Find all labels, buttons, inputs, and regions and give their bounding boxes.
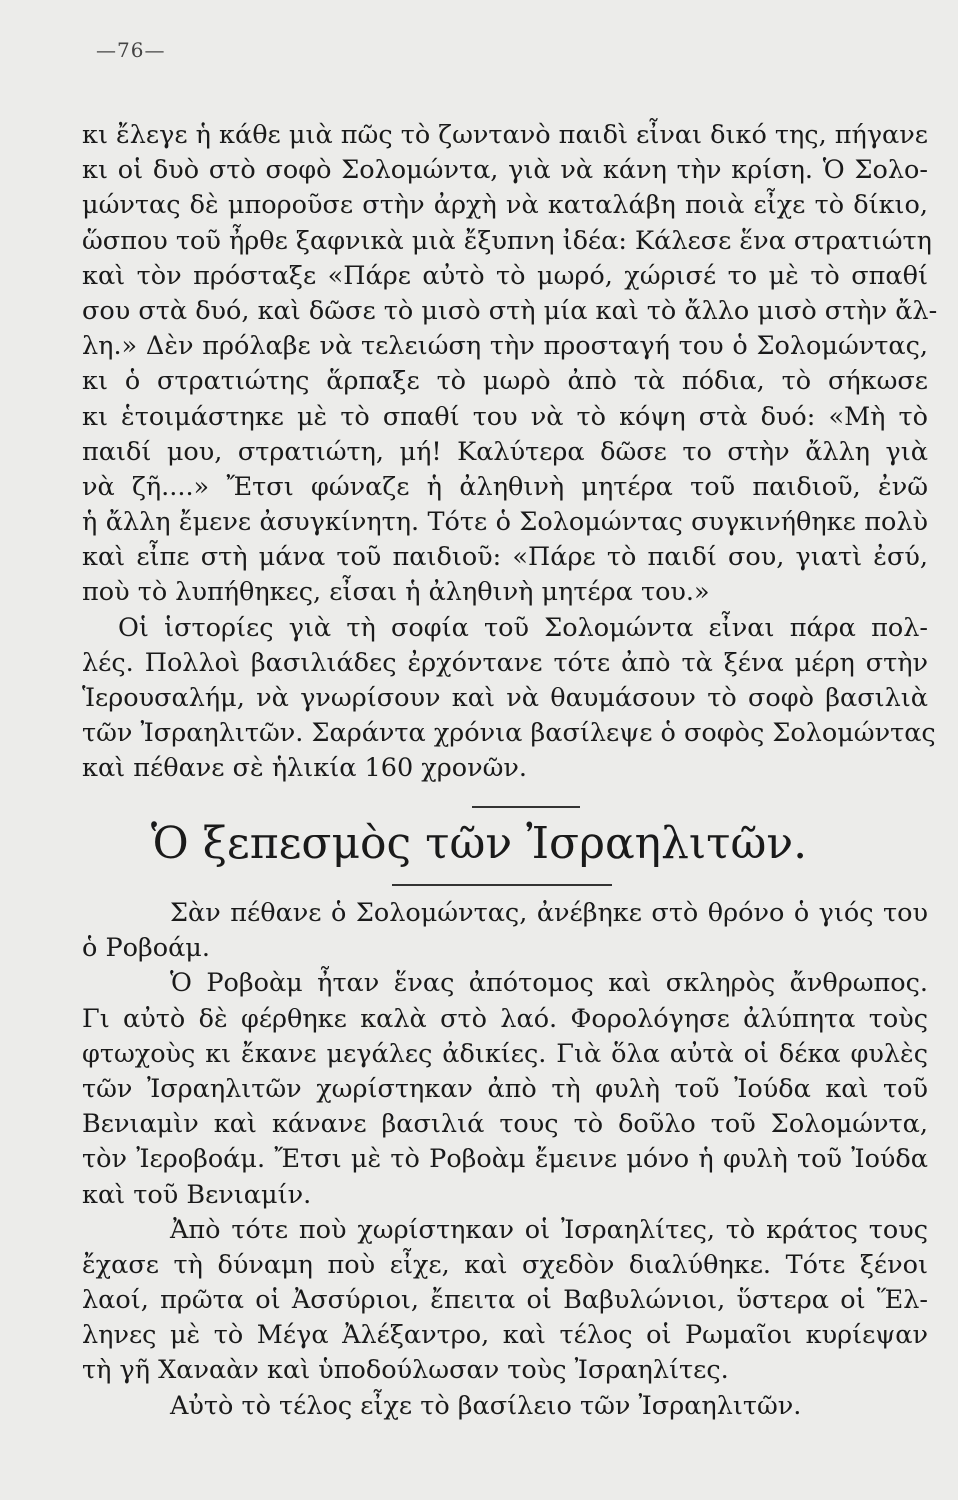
text-line: ἔχασε τὴ δύναμη ποὺ εἶχε, καὶ σχεδὸν διαλύθηκε. Τότε ξένοι (82, 1249, 928, 1280)
text-line: τῶν Ἰσραηλιτῶν χωρίστηκαν ἀπὸ τὴ φυλὴ τοῦ Ἰούδα καὶ τοῦ (82, 1073, 928, 1104)
text-line: τῶν Ἰσραηλιτῶν. Σαράντα χρόνια βασίλεψε ὁ σοφὸς Σολομώντας (82, 718, 936, 749)
text-line: καὶ τοῦ Βενιαμίν. (82, 1179, 312, 1210)
text-line: νὰ ζῆ....» Ἔτσι φώναζε ἡ ἀληθινὴ μητέρα τοῦ παιδιοῦ, ἐνῶ (82, 471, 928, 502)
text-line: Γι αὐτὸ δὲ φέρθηκε καλὰ στὸ λαό. Φορολόγησε ἀλύπητα τοὺς (82, 1003, 928, 1034)
text-line: λές. Πολλοὶ βασιλιάδες ἐρχόντανε τότε ἀπὸ τὰ ξένα μέρη στὴν (82, 647, 928, 678)
text-line: κι ἑτοιμάστηκε μὲ τὸ σπαθί του νὰ τὸ κόψη στὰ δυό: «Μὴ τὸ (82, 401, 928, 432)
text-block-lower (82, 896, 928, 1424)
text-line: καὶ εἶπε στὴ μάνα τοῦ παιδιοῦ: «Πάρε τὸ παιδί σου, γιατὶ ἐσύ, (82, 542, 928, 573)
text-line: κι ἔλεγε ἡ κάθε μιὰ πῶς τὸ ζωντανὸ παιδὶ εἶναι δικό της, πήγανε (82, 120, 928, 150)
text-line: Ἱερουσαλήμ, νὰ γνωρίσουν καὶ νὰ θαυμάσουν τὸ σοφὸ βασιλιὰ (82, 683, 928, 713)
text-line: μώντας δὲ μποροῦσε στὴν ἀρχὴ νὰ καταλάβη ποιὰ εἶχε τὸ δίκιο, (82, 190, 928, 221)
section-title: Ὁ ξεπεσμὸς τῶν Ἰσραηλιτῶν. (150, 818, 808, 869)
text-line: ποὺ τὸ λυπήθηκες, εἶσαι ἡ ἀληθινὴ μητέρα του.» (82, 577, 710, 608)
section-divider-bottom (392, 884, 612, 886)
text-line: τὸν Ἰεροβοάμ. Ἔτσι μὲ τὸ Ροβοὰμ ἔμεινε μόνο ἡ φυλὴ τοῦ Ἰούδα (82, 1144, 928, 1175)
text-line: φτωχοὺς κι ἔκανε μεγάλες ἀδικίες. Γιὰ ὅλα αὐτὰ οἱ δέκα φυλὲς (82, 1038, 928, 1069)
text-line: Αὐτὸ τὸ τέλος εἶχε τὸ βασίλειο τῶν Ἰσραηλιτῶν. (170, 1390, 802, 1421)
text-line: ἡ ἄλλη ἔμενε ἀσυγκίνητη. Τότε ὁ Σολομώντας συγκινήθηκε πολὺ (82, 507, 928, 538)
section-divider-top (472, 806, 580, 808)
text-block-upper (82, 118, 938, 787)
text-line: Βενιαμὶν καὶ κάνανε βασιλιά τους τὸ δοῦλο τοῦ Σολομώντα, (82, 1109, 928, 1140)
text-line: ὥσπου τοῦ ἦρθε ξαφνικὰ μιὰ ἔξυπνη ἰδέα: Κάλεσε ἕνα στρατιώτη (82, 225, 932, 256)
text-line: Σὰν πέθανε ὁ Σολομώντας, ἀνέβηκε στὸ θρόνο ὁ γιός του (170, 898, 928, 928)
text-line: λαοί, πρῶτα οἱ Ἀσσύριοι, ἔπειτα οἱ Βαβυλώνιοι, ὕστερα οἱ Ἕλ- (82, 1285, 928, 1316)
text-line: Ἀπὸ τότε ποὺ χωρίστηκαν οἱ Ἰσραηλίτες, τὸ κράτος τους (170, 1214, 928, 1245)
page-number: —76— (96, 38, 166, 62)
text-line: ληνες μὲ τὸ Μέγα Ἀλέξαντρο, καὶ τέλος οἱ Ρωμαῖοι κυρίεψαν (82, 1320, 928, 1351)
text-line: τὴ γῆ Χαναὰν καὶ ὑποδούλωσαν τοὺς Ἰσραηλίτες. (82, 1355, 729, 1386)
text-line: Ὁ Ροβοὰμ ἦταν ἕνας ἀπότομος καὶ σκληρὸς ἄνθρωπος. (170, 968, 928, 999)
text-line: καὶ πέθανε σὲ ἡλικία 160 χρονῶν. (82, 753, 527, 784)
text-line: ὁ Ροβοάμ. (82, 933, 210, 964)
text-line: λη.» Δὲν πρόλαβε νὰ τελειώση τὴν προσταγή του ὁ Σολομώντας, (82, 331, 928, 362)
text-line: Οἱ ἱστορίες γιὰ τὴ σοφία τοῦ Σολομώντα εἶναι πάρα πολ- (118, 612, 928, 643)
text-line: κι οἱ δυὸ στὸ σοφὸ Σολομώντα, γιὰ νὰ κάνη τὴν κρίση. Ὁ Σολο- (82, 155, 928, 186)
text-line: καὶ τὸν πρόσταξε «Πάρε αὐτὸ τὸ μωρό, χώρισέ το μὲ τὸ σπαθί (82, 260, 928, 291)
text-line: παιδί μου, στρατιώτη, μή! Καλύτερα δῶσε το στὴν ἄλλη γιὰ (82, 436, 928, 467)
text-line: κι ὁ στρατιώτης ἅρπαξε τὸ μωρὸ ἀπὸ τὰ πόδια, τὸ σήκωσε (82, 366, 928, 397)
text-line: σου στὰ δυό, καὶ δῶσε τὸ μισὸ στὴ μία καὶ τὸ ἄλλο μισὸ στὴν ἄλ- (82, 295, 938, 326)
